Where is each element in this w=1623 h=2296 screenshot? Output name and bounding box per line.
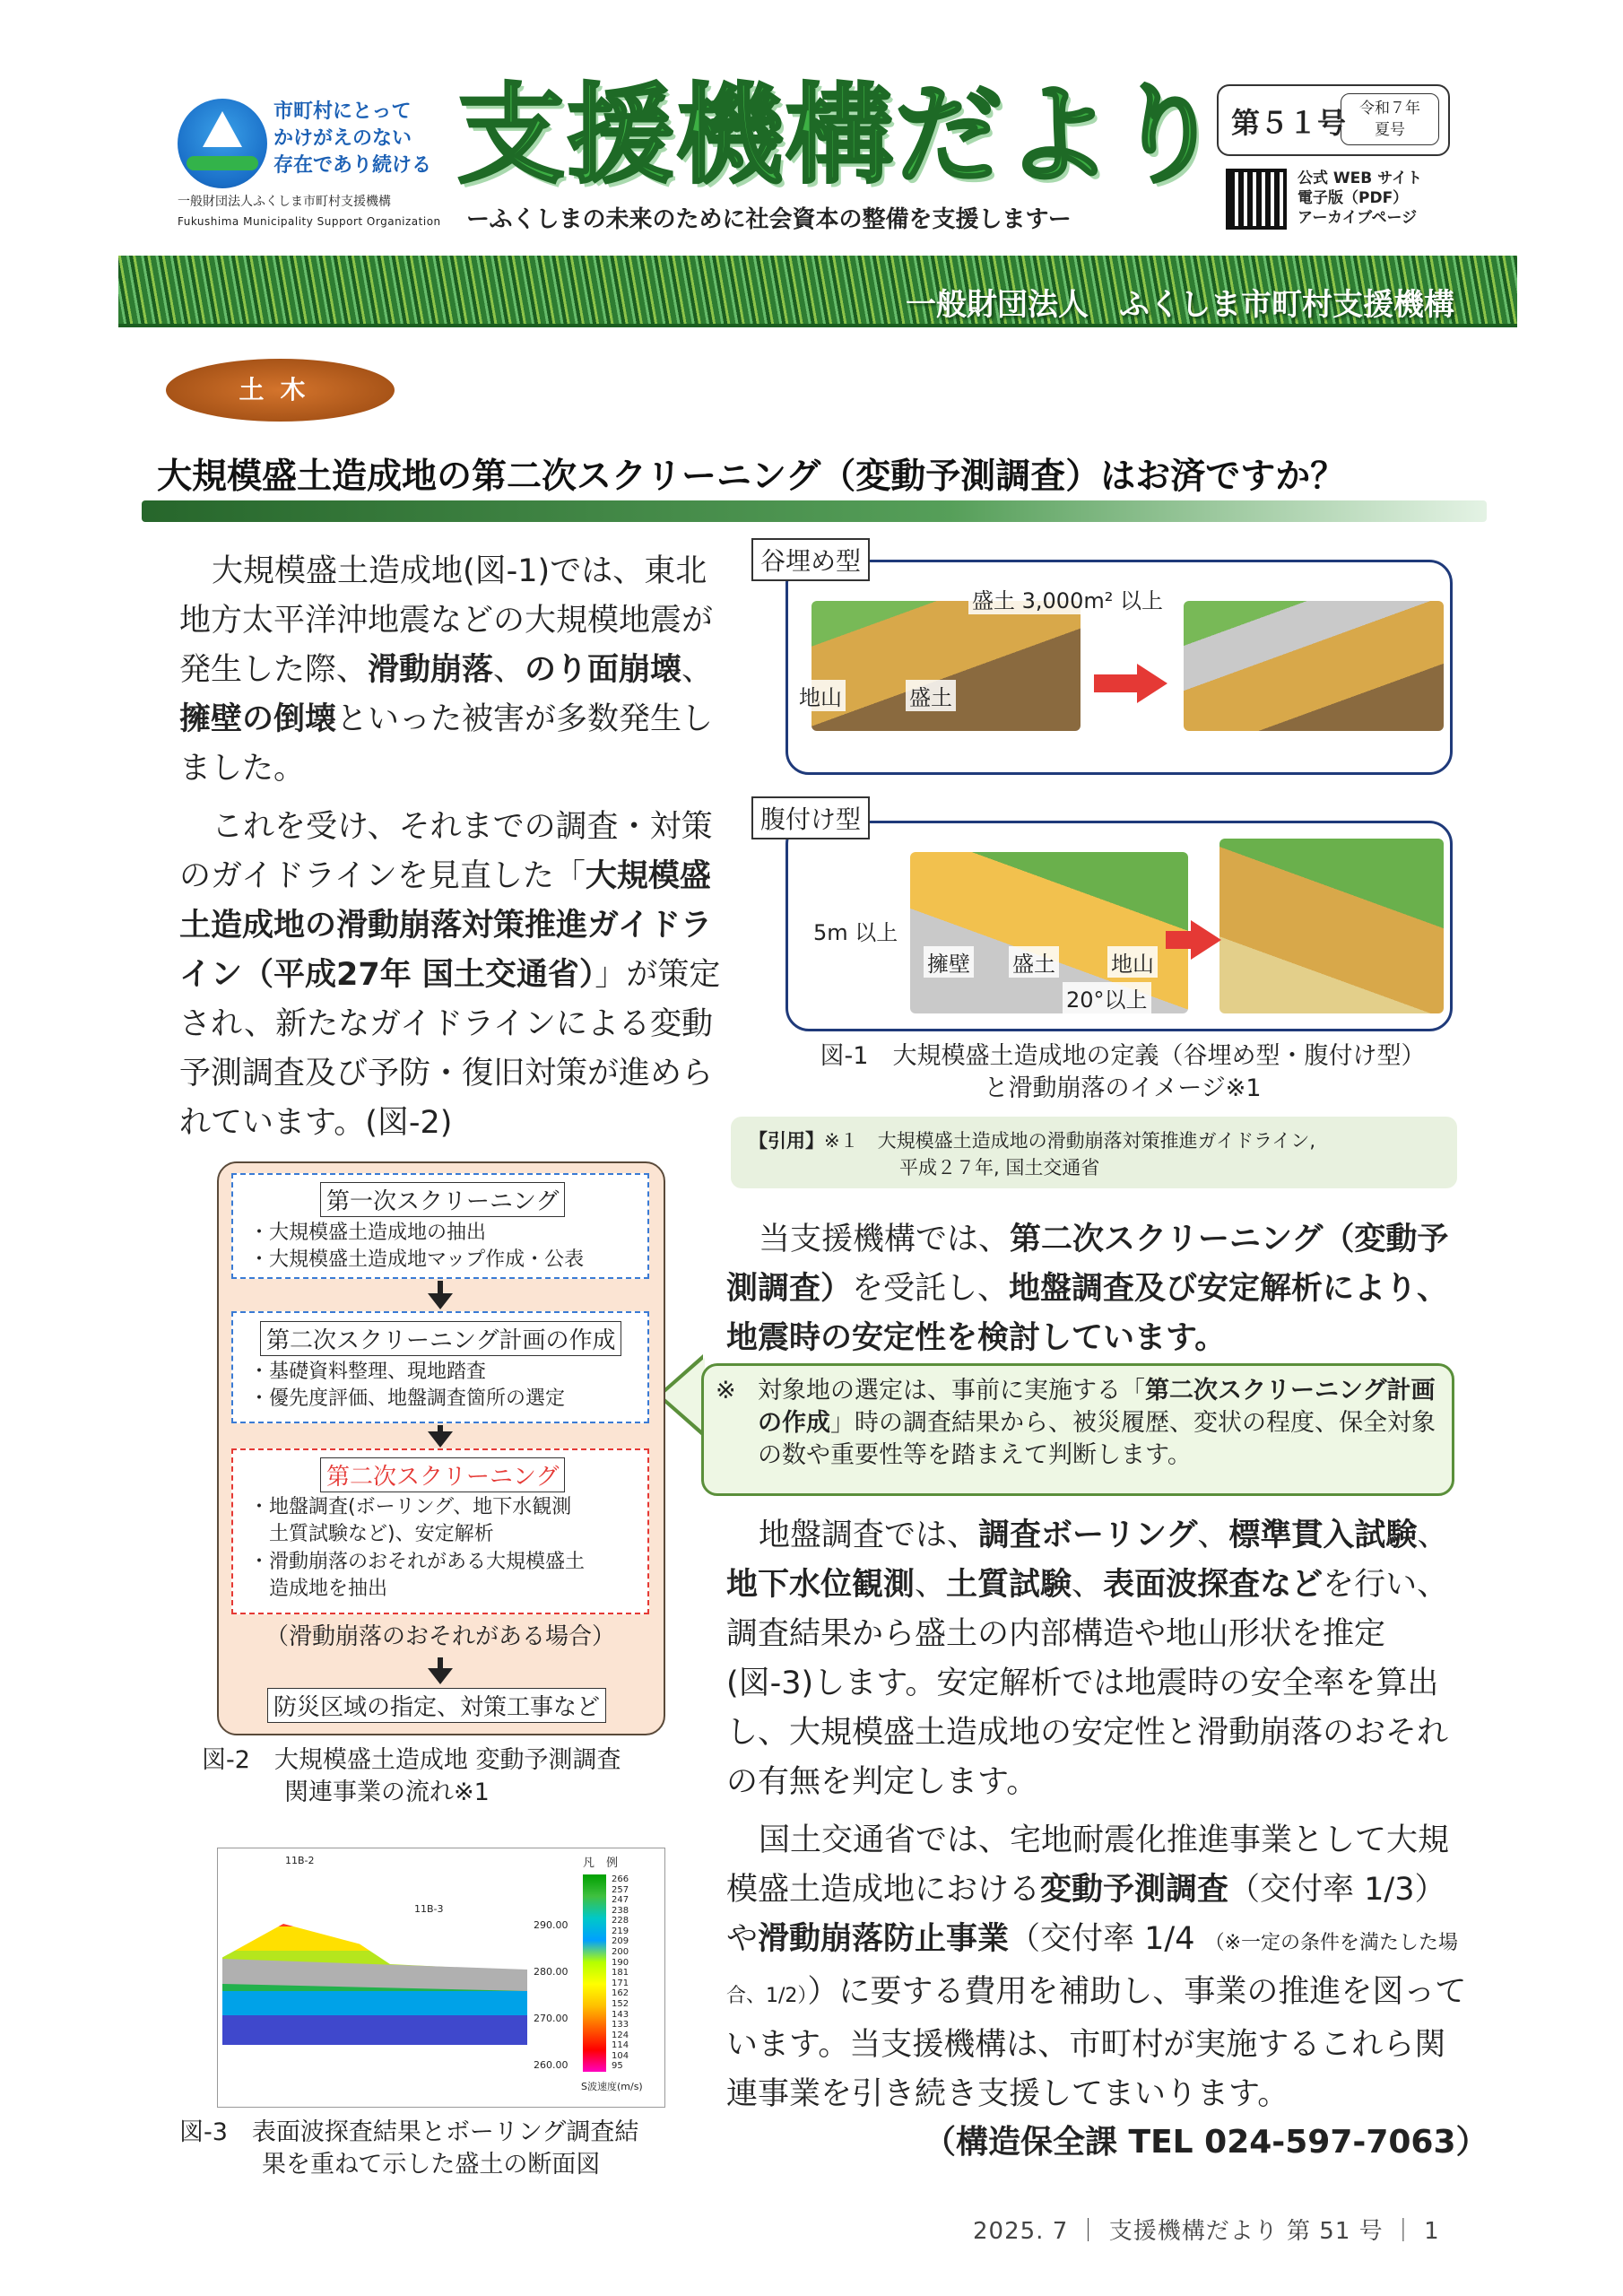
- step3-title: 第二次スクリーニング: [320, 1457, 565, 1492]
- step3-item: ・地盤調査(ボーリング、地下水観測: [249, 1496, 572, 1518]
- category-badge: 土木: [166, 359, 395, 422]
- legend-value: 143: [612, 2009, 629, 2020]
- slogan: 市町村にとって かけがえのない 存在であり続ける: [273, 100, 432, 177]
- selection-note-callout: 対象地の選定は、事前に実施する「第二次スクリーニング計画の作成」時の調査結果から、被災履歴、変状の程度、保全対象の数や重要性等を踏まえて判断します。: [701, 1363, 1454, 1496]
- paragraph-survey: 地盤調査では、調査ボーリング、標準貫入試験、地下水位観測、土質試験、表面波探査などを行い、調査結果から盛土の内部構造や地山形状を推定(図-3)します。安定解析では地震時の安全率を算出し、大規模盛土造成地の安定性と滑動崩落のおそれの有無を判定します。: [726, 1518, 1449, 1800]
- down-arrow-icon: [428, 1293, 453, 1309]
- step1-title: 第一次スクリーニング: [320, 1182, 565, 1217]
- arrow-right-icon-2: [1166, 931, 1193, 949]
- step3-item: 土質試験など)、安定解析: [249, 1523, 494, 1545]
- legend-value: 162: [612, 1988, 629, 1999]
- paragraph-intro: 大規模盛土造成地(図-1)では、東北地方太平洋沖地震などの大規模地震が発生した際、滑動崩落、のり面崩壊、擁壁の倒壊といった被害が多数発生しました。: [179, 553, 714, 787]
- callout-asterisk: ※: [716, 1377, 736, 1405]
- flow-final-step: 防災区域の指定、対策工事など: [267, 1688, 606, 1723]
- legend-value: 247: [612, 1895, 629, 1906]
- label-retaining-wall: 擁壁: [924, 946, 974, 978]
- legend-value: 181: [612, 1968, 629, 1979]
- valley-fill-collapse-illustration: [1184, 601, 1444, 731]
- step1-item: ・大規模盛土造成地マップ作成・公表: [249, 1248, 585, 1271]
- step3-item: 造成地を抽出: [249, 1578, 388, 1600]
- step2-title: 第二次スクリーニング計画の作成: [260, 1321, 621, 1356]
- elevation-label: 260.00: [534, 2059, 568, 2071]
- qr-code-icon[interactable]: [1226, 169, 1287, 230]
- legend-unit: S波速度(m/s): [581, 2081, 643, 2092]
- flow-condition: （滑動崩落のおそれがある場合）: [265, 1623, 616, 1650]
- legend-value: 152: [612, 1998, 629, 2009]
- valley-fill-illustration: [812, 601, 1081, 731]
- legend-title: 凡 例: [583, 1857, 619, 1870]
- figure1-tag-side: 腹付け型: [751, 796, 870, 839]
- boring-label-2: 11B-3: [414, 1903, 444, 1915]
- boring-label-1: 11B-2: [285, 1855, 315, 1866]
- arrow-head-icon-2: [1191, 920, 1221, 960]
- qr-description: 公式 WEB サイト 電子版（PDF） アーカイブページ: [1298, 170, 1422, 227]
- label-fill-2: 盛土: [1009, 946, 1059, 978]
- legend-value: 133: [612, 2020, 629, 2031]
- down-arrow-icon: [428, 1668, 453, 1684]
- side-fill-collapse-illustration: [1219, 839, 1444, 1013]
- label-fill-area: 盛土 3,000m² 以上: [968, 583, 1167, 614]
- step2-item: ・基礎資料整理、現地踏査: [249, 1361, 487, 1383]
- label-fill: 盛土: [906, 680, 956, 711]
- legend-values: [612, 1874, 647, 2072]
- figure3-caption: 図-3 表面波探査結果とボーリング調査結 果を重ねて示した盛土の断面図: [179, 2118, 639, 2179]
- legend-value: 171: [612, 1978, 629, 1988]
- headline-underline: [142, 500, 1487, 522]
- legend-value: 95: [612, 2061, 623, 2072]
- velocity-legend-bar: [583, 1874, 606, 2072]
- elevation-label: 280.00: [534, 1966, 568, 1978]
- step3-item: ・滑動崩落のおそれがある大規模盛土: [249, 1551, 586, 1573]
- elevation-label: 270.00: [534, 2013, 568, 2024]
- step1-item: ・大規模盛土造成地の抽出: [249, 1222, 487, 1244]
- banner-org-name: 一般財団法人 ふくしま市町村支援機構: [906, 287, 1454, 323]
- paragraph-subsidy: 国土交通省では、宅地耐震化推進事業として大規模盛土造成地における変動予測調査（交付率 1/3）や滑動崩落防止事業（交付率 1/4 （※一定の条件を満たした場合、1/2））に要する費用を補助し、事業の推進を図っています。当支援機構は、市町村が実施するこれら関連事業を引き続き支援してまいります。: [726, 1822, 1467, 2112]
- organization-logo: [178, 99, 267, 188]
- legend-value: 266: [612, 1874, 629, 1884]
- legend-value: 190: [612, 1957, 629, 1968]
- figure2-caption: 図-2 大規模盛土造成地 変動予測調査 関連事業の流れ※1: [202, 1746, 621, 1806]
- label-natural-ground-2: 地山: [1107, 946, 1158, 978]
- legend-value: 200: [612, 1947, 629, 1958]
- legend-value: 228: [612, 1916, 629, 1926]
- paragraph-service: 当支援機構では、第二次スクリーニング（変動予測調査）を受託し、地盤調査及び安定解析により、地震時の安定性を検討しています。: [726, 1222, 1449, 1356]
- arrow-head-icon: [1137, 664, 1167, 703]
- legend-value: 114: [612, 2040, 629, 2051]
- arrow-right-icon: [1094, 674, 1139, 692]
- elevation-label: 290.00: [534, 1919, 568, 1931]
- figure1-tag-valley: 谷埋め型: [751, 538, 870, 581]
- tagline: ーふくしまの未来のために社会資本の整備を支援しますー: [466, 206, 1072, 233]
- legend-value: 257: [612, 1884, 629, 1895]
- step2-item: ・優先度評価、地盤調査箇所の選定: [249, 1387, 566, 1410]
- article-headline: 大規模盛土造成地の第二次スクリーニング（変動予測調査）はお済ですか？: [157, 457, 1346, 497]
- paragraph-guideline: これを受け、それまでの調査・対策のガイドラインを見直した「大規模盛土造成地の滑動崩落対策推進ガイドライン（平成27年 国土交通省）」が策定され、新たなガイドラインによる変動予測調査及び予防・復旧対策が進められています。(図-2): [179, 809, 721, 1141]
- legend-value: 219: [612, 1926, 629, 1936]
- org-name-en: Fukushima Municipality Support Organization: [178, 215, 441, 228]
- figure1-caption: 図-1 大規模盛土造成地の定義（谷埋め型・腹付け型） と滑動崩落のイメージ※1: [820, 1042, 1426, 1102]
- contact-info: （構造保全課 TEL 024-597-7063）: [924, 2124, 1488, 2161]
- citation-box: 【引用】※１ 大規模盛土造成地の滑動崩落対策推進ガイドライン, 平成２７年, 国土交通省: [731, 1117, 1457, 1188]
- org-name-jp: 一般財団法人ふくしま市町村支援機構: [178, 195, 391, 209]
- legend-value: 238: [612, 1905, 629, 1916]
- callout-pointer-inner: [662, 1358, 705, 1433]
- label-height: 5m 以上: [810, 915, 901, 946]
- legend-value: 209: [612, 1936, 629, 1947]
- issue-number: 第５１号: [1231, 106, 1347, 140]
- legend-value: 104: [612, 2050, 629, 2061]
- issue-season: 令和７年 夏号: [1341, 93, 1439, 145]
- down-arrow-icon: [428, 1431, 453, 1448]
- label-angle: 20°以上: [1063, 982, 1151, 1013]
- label-natural-ground: 地山: [795, 680, 846, 711]
- page-footer: 2025. 7 ｜ 支援機構だより 第 51 号 ｜ 1: [973, 2218, 1440, 2245]
- newsletter-title: 支援機構だより: [457, 74, 1223, 198]
- legend-value: 124: [612, 2030, 629, 2040]
